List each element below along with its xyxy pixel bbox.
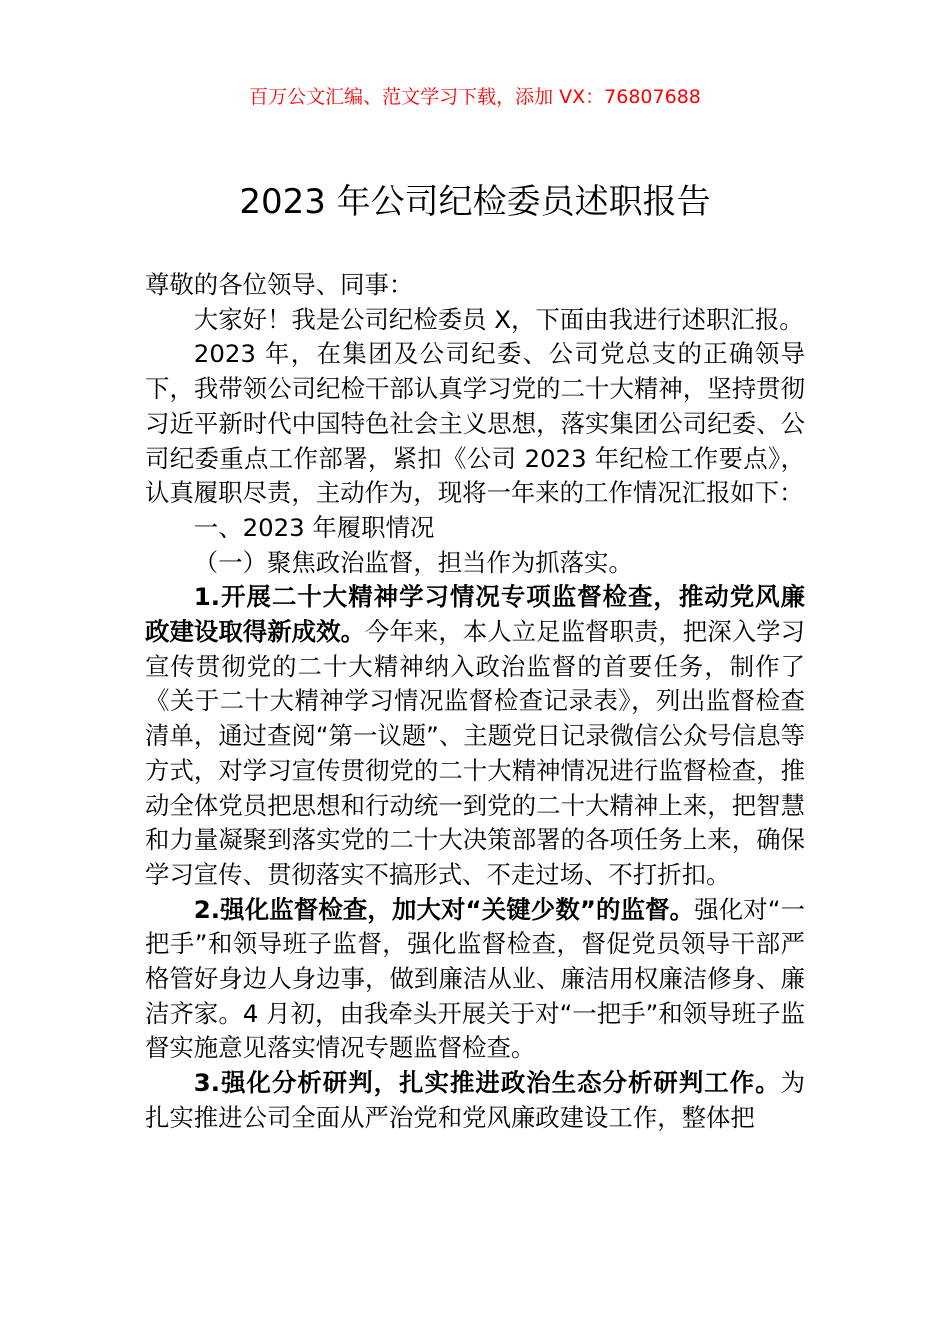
item-body-3: 为扎实推进公司全面从严治党和党风廉政建设工作，整体把 (145, 1068, 805, 1132)
subsection-heading: （一）聚焦政治监督，担当作为抓落实。 (193, 547, 633, 577)
intro-paragraph: 大家好！我是公司纪检委员 X，下面由我进行述职汇报。 (193, 304, 804, 334)
item-body-1: 今年来，本人立足监督职责，把深入学习宣传贯彻党的二十大精神纳入政治监督的首要任务，制作了《关于二十大精神学习情况监督检查记录表》，列出监督检查清单，通过查阅“第一议题”、主题党日记录微信公众号信息等方式，对学习宣传贯彻党的二十大精神情况进行监督检查，推动全体党员把思想和行动统一到党的二十大精神上来，把智慧和力量凝聚到落实党的二十大决策部署的各项任务上来，确保学习宣传、贯彻落实不搞形式、不走过场、不打折扣。 (145, 617, 805, 889)
document-title: 2023 年公司纪检委员述职报告 (239, 182, 711, 222)
item-paragraph-3 (145, 1066, 805, 1135)
item-lead-3: 3.强化分析研判，扎实推进政治生态分析研判工作。 (193, 1068, 781, 1098)
watermark-banner: 百万公文汇编、范文学习下载，添加 VX：76807688 (249, 86, 701, 108)
section-heading: 一、2023 年履职情况 (193, 512, 435, 542)
document-body (145, 268, 805, 1136)
item-lead-2: 2.强化监督检查，加大对“关键少数”的监督。 (193, 894, 695, 924)
greeting-line: 尊敬的各位领导、同事： (145, 270, 414, 299)
item-lead-1: 1.开展二十大精神学习情况专项监督检查，推动党风廉政建设取得新成效。 (145, 582, 805, 647)
item-paragraph-2 (145, 893, 805, 1067)
overview-paragraph: 2023 年，在集团及公司纪委、公司党总支的正确领导下，我带领公司纪检干部认真学习党的二十大精神，坚持贯彻习近平新时代中国特色社会主义思想，落实集团公司纪委、公司纪委重点工作部署，紧扣《公司 2023 年纪检工作要点》，认真履职尽责，主动作为，现将一年来的工作情况汇报如下： (145, 339, 805, 508)
item-body-2: 强化对“一把手”和领导班子监督，强化监督检查，督促党员领导干部严格管好身边人身边事，做到廉洁从业、廉洁用权廉洁修身、廉洁齐家。4 月初，由我牵头开展关于对“一把手”和领导班子监督实施意见落实情况专题监督检查。 (145, 894, 805, 1063)
item-paragraph-1 (145, 580, 805, 892)
